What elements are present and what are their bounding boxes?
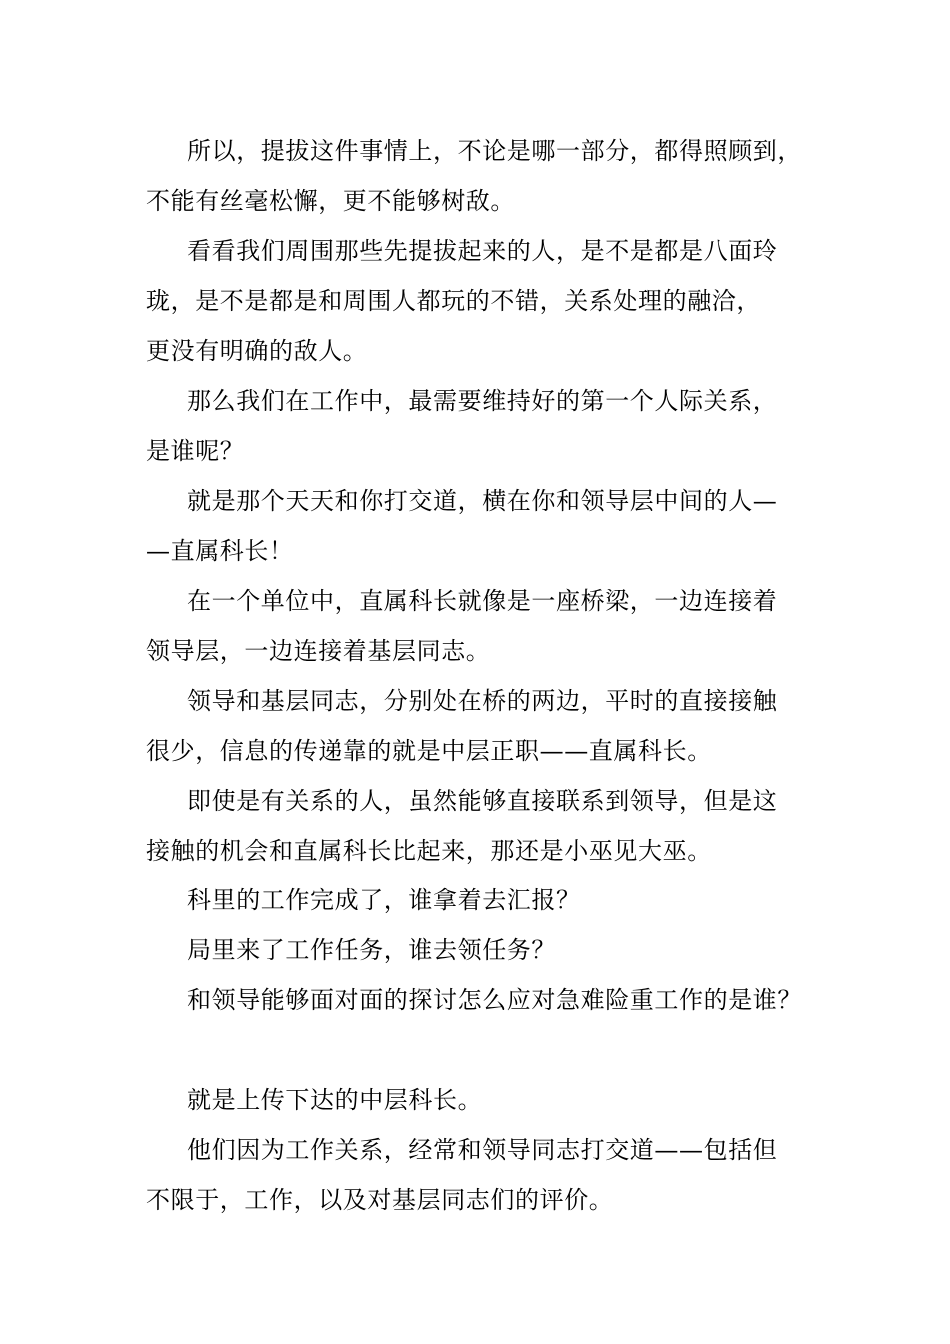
text-line: 那么我们在工作中，最需要维持好的第一个人际关系， bbox=[187, 387, 778, 415]
text-line: 接触的机会和直属科长比起来，那还是小巫见大巫。 bbox=[146, 837, 712, 865]
text-line: 不能有丝毫松懈，更不能够树敌。 bbox=[146, 187, 515, 215]
text-line: 局里来了工作任务，谁去领任务？ bbox=[187, 936, 556, 964]
text-line: 就是上传下达的中层科长。 bbox=[187, 1086, 483, 1114]
text-line: 就是那个天天和你打交道，横在你和领导层中间的人— bbox=[187, 487, 778, 515]
text-line: 领导层，一边连接着基层同志。 bbox=[146, 637, 491, 665]
text-line: 科里的工作完成了，谁拿着去汇报？ bbox=[187, 886, 581, 914]
text-line: 在一个单位中，直属科长就像是一座桥梁，一边连接着 bbox=[187, 587, 778, 615]
text-line: 和领导能够面对面的探讨怎么应对急难险重工作的是谁？ bbox=[187, 986, 802, 1014]
text-line: 他们因为工作关系，经常和领导同志打交道——包括但 bbox=[187, 1136, 778, 1164]
text-line: —直属科长！ bbox=[146, 537, 294, 565]
text-line: 是谁呢？ bbox=[146, 437, 245, 465]
text-line: 看看我们周围那些先提拔起来的人，是不是都是八面玲 bbox=[187, 237, 778, 265]
text-line: 即使是有关系的人，虽然能够直接联系到领导，但是这 bbox=[187, 787, 778, 815]
text-line: 很少，信息的传递靠的就是中层正职——直属科长。 bbox=[146, 737, 712, 765]
text-line: 不限于，工作，以及对基层同志们的评价。 bbox=[146, 1186, 614, 1214]
text-line: 更没有明确的敌人。 bbox=[146, 337, 368, 365]
text-line: 珑，是不是都是和周围人都玩的不错，关系处理的融洽， bbox=[146, 287, 761, 315]
text-line: 所以，提拔这件事情上，不论是哪一部分，都得照顾到， bbox=[187, 137, 802, 165]
text-line: 领导和基层同志，分别处在桥的两边，平时的直接接触 bbox=[187, 687, 778, 715]
